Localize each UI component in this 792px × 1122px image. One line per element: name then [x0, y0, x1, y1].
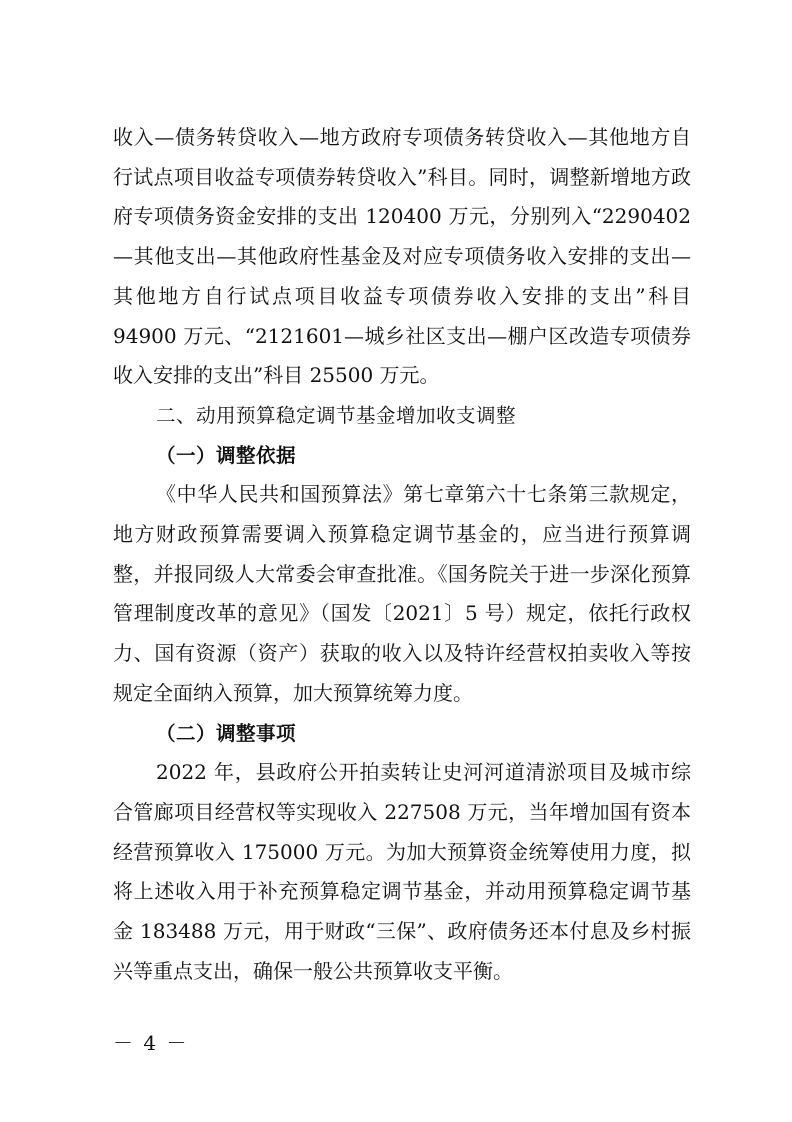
section-heading: 二、动用预算稳定调节基金增加收支调整	[156, 403, 517, 427]
paragraph-continued: 收入—债务转贷收入—地方政府专项债务转贷收入—其他地方自行试点项目收益专项债券转贷收入”科目。同时，调整新增地方政府专项债务资金安排的支出 120400 万元，分别列入“2290402—其他支出—其他政府性基金及对应专项债务收入安排的支出—其他地方自行试点项目收益专项债券收入安排的支出”科目 94900 万元、“2121601—城乡社区支出—棚户区改造专项债券收入安排的支出”科目 25500 万元。	[113, 125, 691, 388]
page-number: － 4 －	[113, 1031, 189, 1055]
paragraph-items: 2022 年，县政府公开拍卖转让史河河道清淤项目及城市综合管廊项目经营权等实现收入 227508 万元，当年增加国有资本经营预算收入 175000 万元。为加大预算资金统筹使用力度，拟将上述收入用于补充预算稳定调节基金，并动用预算稳定调节基金 183488 万元，用于财政“三保”、政府债务还本付息及乡村振兴等重点支出，确保一般公共预算收支平衡。	[113, 760, 691, 983]
paragraph-basis: 《中华人民共和国预算法》第七章第六十七条第三款规定，地方财政预算需要调入预算稳定调节基金的，应当进行预算调整，并报同级人大常委会审查批准。《国务院关于进一步深化预算管理制度改革的意见》（国发〔2021〕5 号）规定，依托行政权力、国有资源（资产）获取的收入以及特许经营权拍卖收入等按规定全面纳入预算，加大预算统筹力度。	[113, 482, 691, 705]
document-body	[113, 118, 691, 991]
subsection-heading-items: （二）调整事项	[156, 721, 297, 745]
subsection-heading-basis: （一）调整依据	[156, 443, 297, 467]
